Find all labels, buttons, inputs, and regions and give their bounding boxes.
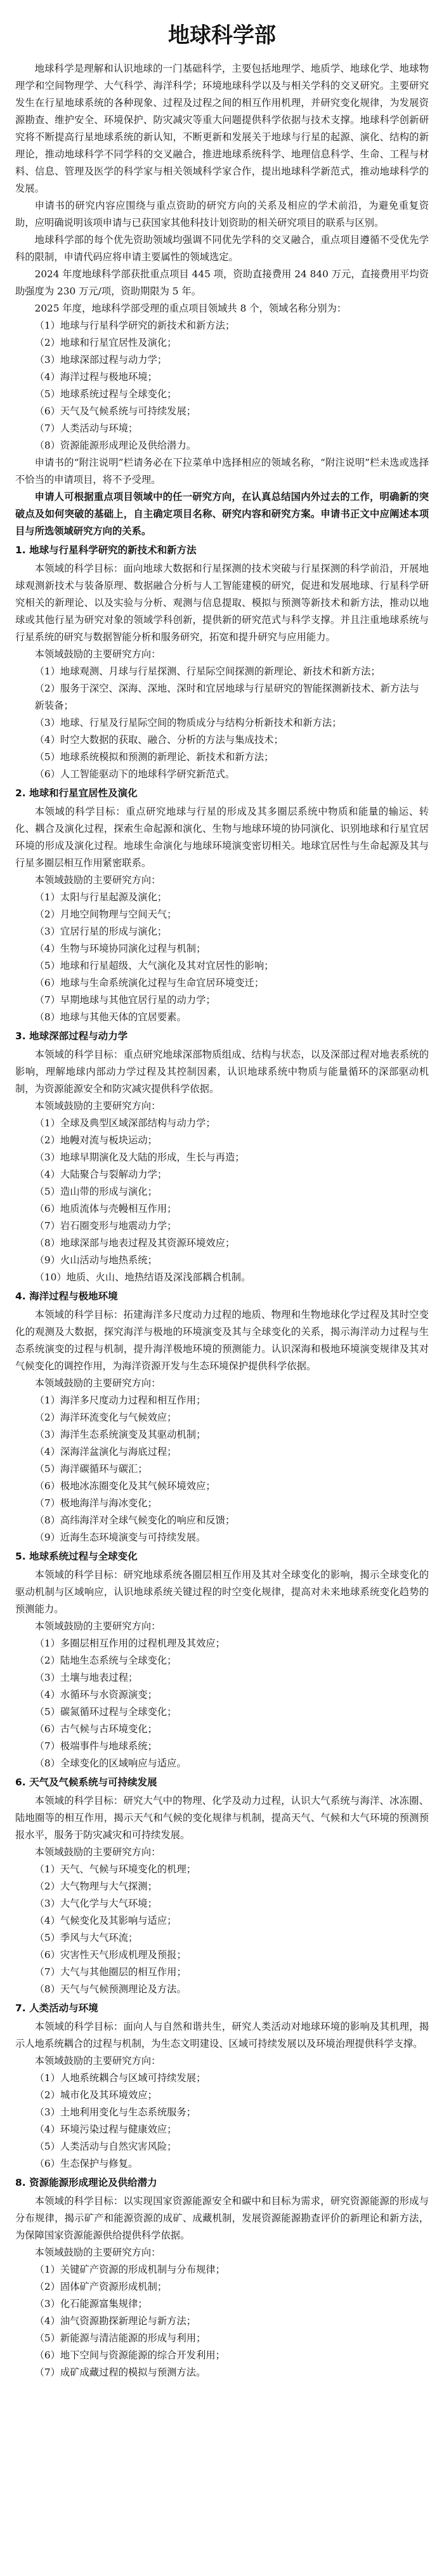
- direction-item: （4）生物与环境协同演化过程与机制；: [34, 943, 206, 954]
- direction-item: （1）海洋多尺度动力过程和相互作用；: [34, 1395, 206, 1406]
- direction-item: （4）油气资源勘探新理论与新方法；: [34, 2315, 197, 2327]
- section-paragraph: 本领域鼓励的主要研究方向：: [34, 648, 161, 660]
- direction-item: （6）古气候与古环境变化；: [34, 1723, 157, 1735]
- direction-item: （1）人地系统耦合与区域可持续发展；: [34, 2072, 206, 2084]
- direction-item: （9）近海生态环境演变与可持续发展。: [34, 1532, 206, 1543]
- section-block: [15, 541, 429, 783]
- intro2-block: [15, 454, 429, 540]
- section-paragraph: 本领域的科学目标：面向人与自然和谐共生，研究人类活动对地球环境的影响及其机理，揭示人地系统耦合的过程与机制，为生态文明建设、区域可持续发展以及环境治理提供科学支撑。: [15, 2021, 429, 2049]
- section-block: [15, 1548, 429, 1772]
- field-list: [15, 317, 429, 454]
- direction-item: （5）季风与大气环流；: [34, 1932, 138, 1943]
- direction-item: （2）陆地生态系统与全球变化；: [34, 1655, 177, 1666]
- section-heading: 6. 天气及气候系统与可持续发展: [15, 1777, 157, 1788]
- emphasis-paragraph: 申请人可根据重点项目领域中的任一研究方向，在认真总结国内外过去的工作，明确新的突破点及如何突破的基础上，自主确定项目名称、研究内容和研究方案。申请书正文中应阐述本项目与所选领域研究方向的关系。: [15, 491, 429, 537]
- field-item: （5）地球系统过程与全球变化；: [34, 388, 177, 400]
- direction-item: （6）极地冰冻圈变化及其气候环境效应；: [34, 1480, 216, 1492]
- direction-item: （8）地球与其他天体的宜居要素。: [34, 1011, 186, 1023]
- direction-item: （3）海洋生态系统演变及其驱动机制；: [34, 1429, 206, 1440]
- direction-item: （3）土地利用变化与生态系统服务；: [34, 2106, 197, 2118]
- note-paragraph: 申请书的“附注说明”栏请务必在下拉菜单中选择相应的领域名称，“附注说明”栏未选或选择不恰当的申请项目，将不予受理。: [15, 457, 429, 485]
- direction-item: （7）极端事件与地球系统；: [34, 1740, 157, 1752]
- sections-container: [15, 541, 429, 2381]
- field-item: （4）海洋过程与极地环境；: [34, 371, 157, 383]
- direction-item: （7）极地海洋与海冰变化；: [34, 1497, 157, 1509]
- section-block: [15, 2174, 429, 2381]
- direction-item: （3）大气化学与大气环境；: [34, 1898, 157, 1909]
- direction-item: （9）火山活动与地热系统；: [34, 1254, 157, 1266]
- section-paragraph: 本领域鼓励的主要研究方向：: [34, 2247, 161, 2258]
- direction-item: （2）海洋环流变化与气候效应；: [34, 1412, 177, 1423]
- direction-item: （2）地幔对流与板块运动；: [34, 1134, 157, 1146]
- direction-item: （6）生态保护与修复。: [34, 2158, 138, 2169]
- direction-item: （8）地球深部与地表过程及其资源环境效应；: [34, 1237, 235, 1249]
- section-paragraph: 本领域的科学目标：重点研究地球与行星的形成及其多圈层系统中物质和能量的输运、转化、耦合及演化过程，探索生命起源和演化、生物与地球环境的协同演化、识别地球和行星宜居环境的形成及演化过程。地球生命演化与地球环境演变密切相关。地球宜居性与生命起源及其与行星多圈层相互作用紧密联系。: [15, 806, 429, 869]
- section-heading: 2. 地球和行星宜居性及演化: [15, 787, 138, 799]
- field-item: （8）资源能源形成理论及供给潜力。: [34, 440, 197, 451]
- field-item: （1）地球与行星科学研究的新技术和新方法；: [34, 320, 235, 331]
- direction-item: （6）灾害性天气形成机理及预报；: [34, 1949, 186, 1961]
- section-paragraph: 本领域的科学目标：研究地球系统各圈层相互作用及其对全球变化的影响，揭示全球变化的驱动机制与区域响应，认识地球系统关键过程的时空变化规律，提高对未来地球系统变化趋势的预测能力。: [15, 1569, 429, 1615]
- direction-item: （4）环境污染过程与健康效应；: [34, 2124, 177, 2135]
- section-heading: 4. 海洋过程与极地环境: [15, 1291, 118, 1302]
- direction-item: （1）太阳与行星起源及演化；: [34, 891, 167, 903]
- field-item: （6）天气及气候系统与可持续发展；: [34, 405, 197, 417]
- direction-item: （3）宜居行星的形成与演化；: [34, 926, 167, 937]
- section-paragraph: 本领域的科学目标：重点研究地球深部物质组成、结构与状态，以及深部过程对地表系统的影响，理解地球内部动力学过程及其控制因素，认识地球系统中物质与能量循环的深部驱动机制，为资源能源安全和防灾减灾提供科学依据。: [15, 1049, 429, 1094]
- field-item: （2）地球和行星宜居性及演化；: [34, 337, 177, 348]
- direction-item: （3）地球、行星及行星际空间的物质成分与结构分析新技术和新方法；: [34, 717, 342, 728]
- direction-item: （2）大气物理与大气探测；: [34, 1881, 157, 1892]
- intro-paragraph: 地球科学部的每个优先资助领域均强调不同优先学科的交叉融合，重点项目遵循不受优先学科的限制，申请代码应将申请主要属性的领域选定。: [15, 234, 429, 263]
- direction-item: （4）时空大数据的获取、融合、分析的方法与集成技术；: [34, 734, 284, 746]
- direction-item: （2）月地空间物理与空间天气；: [34, 909, 177, 920]
- direction-item: （2）服务于深空、深海、深地、深时和宜居地球与行星研究的智能探测新技术、新方法与新装备；: [34, 683, 419, 711]
- direction-item: （7）成矿成藏过程的模拟与预测方法。: [34, 2367, 206, 2378]
- direction-item: （4）气候变化及其影响与适应；: [34, 1915, 177, 1926]
- direction-item: （4）水循环与水资源演变；: [34, 1689, 157, 1700]
- section-heading: 1. 地球与行星科学研究的新技术和新方法: [15, 544, 197, 556]
- section-paragraph: 本领域的科学目标：面向地球大数据和行星探测的技术突破与行星探测的科学前沿，开展地球观测新技术与装备原理、数据融合分析与人工智能建模的研究，促进和发展地球、行星科学研究相关的新理论、以及实验与分析、观测与信息提取、模拟与预测等新技术和新方法，推动以地球或其他行星为研究对象的领域学科创新，提供新的研究范式与科学支撑。并且注重地球系统与行星系统的研究与数据智能分析和服务研究，拓宽和提升研究与应用能力。: [15, 563, 429, 643]
- section-paragraph: 本领域的科学目标：研究大气中的物理、化学及动力过程，认识大气系统与海洋、冰冻圈、陆地圈等的相互作用，揭示天气和气候的变化规律与机制，提高天气、气候和大气环境的预测预报水平，服务于防灾减灾和可持续发展。: [15, 1795, 429, 1841]
- direction-item: （5）地球系统模拟和预测的新理论、新技术和新方法；: [34, 751, 274, 763]
- section-block: [15, 1999, 429, 2172]
- direction-item: （6）地球与生命系统演化过程与生命宜居环境变迁；: [34, 977, 264, 989]
- direction-item: （7）大气与其他圈层的相互作用；: [34, 1966, 186, 1978]
- direction-item: （3）地球早期演化及大陆的形成，生长与再造；: [34, 1152, 245, 1163]
- direction-item: （8）高纬海洋对全球气候变化的响应和反馈；: [34, 1515, 235, 1526]
- section-paragraph: 本领域鼓励的主要研究方向：: [34, 2055, 161, 2067]
- direction-item: （5）地球和行星超级、大气演化及其对宜居性的影响；: [34, 960, 274, 971]
- section-paragraph: 本领域鼓励的主要研究方向：: [34, 1620, 161, 1632]
- intro-paragraph: 2024 年度地球科学部获批重点项目 445 项，资助直接费用 24 840 万元，直接费用平均资助强度为 230 万元/项，资助期限为 5 年。: [15, 268, 429, 297]
- direction-item: （3）化石能源富集规律；: [34, 2298, 148, 2310]
- direction-item: （7）岩石圈变形与地震动力学；: [34, 1220, 177, 1232]
- direction-item: （1）天气、气候与环境变化的机理；: [34, 1863, 197, 1875]
- section-heading: 8. 资源能源形成理论及供给潜力: [15, 2177, 157, 2188]
- section-heading: 3. 地球深部过程与动力学: [15, 1030, 128, 1042]
- field-item: （7）人类活动与环境；: [34, 423, 138, 434]
- direction-item: （3）土壤与地表过程；: [34, 1672, 138, 1683]
- intro-block: [15, 60, 429, 317]
- direction-item: （5）造山带的形成与演化；: [34, 1186, 157, 1197]
- page-title: 地球科学部: [168, 23, 276, 48]
- section-paragraph: 本领域鼓励的主要研究方向：: [34, 1100, 161, 1112]
- direction-item: （6）人工智能驱动下的地球科学研究新范式。: [34, 768, 235, 780]
- field-item: （3）地球深部过程与动力学；: [34, 354, 167, 365]
- direction-item: （2）固体矿产资源形成机制；: [34, 2281, 167, 2292]
- intro-paragraph: 地球科学是理解和认识地球的一门基础科学，主要包括地理学、地质学、地球化学、地球物理学和空间物理学、大气科学、海洋科学；环境地球科学以及与相关学科的交叉研究。主要研究发生在行星地球系统的各种现象、过程及过程之间的相互作用机理，并研究变化规律，为发展资源勘查、维护安全、环境保护、防灾减灾等重大问题提供科学依据与技术支撑。地球科学创新研究将不断提高行星地球系统的新认知，不断更新和发展关于地球与行星的起源、演化、结构的新理论，推动地球科学不同学科的交叉融合，推进地球系统科学、地理信息科学、生命、工程与材料、信息、管理及医学的科学家与相关领域科学家合作，提出地球科学新范式，推动地球科学的发展。: [15, 63, 429, 194]
- intro-paragraph: 2025 年度，地球科学部受理的重点项目领域共 8 个，领域名称分别为：: [34, 303, 347, 314]
- direction-item: （1）关键矿产资源的形成机制与分布规律；: [34, 2264, 225, 2275]
- direction-item: （8）全球变化的区域响应与适应。: [34, 1758, 186, 1769]
- section-paragraph: 本领域鼓励的主要研究方向：: [34, 1846, 161, 1858]
- direction-item: （8）天气与气候预测理论及方法。: [34, 1983, 186, 1995]
- section-paragraph: 本领域的科学目标：拓建海洋多尺度动力过程的地质、物理和生物地球化学过程及其时空变化的观测及大数据，探究海洋与极地的环境演变及其与全球变化的关系，揭示海洋动力过程与生态系统演变的过程与机制，提升海洋极地环境的预测能力。认识深海和极地环境演变规律及其对气候变化的调控作用，为海洋资源开发与生态环境保护提供科学依据。: [15, 1309, 429, 1372]
- direction-item: （1）地球观测、月球与行星探测、行星际空间探测的新理论、新技术和新方法；: [34, 666, 381, 677]
- direction-item: （1）全球及典型区域深部结构与动力学；: [34, 1117, 216, 1129]
- section-heading: 7. 人类活动与环境: [15, 2002, 98, 2014]
- direction-item: （5）海洋碳循环与碳汇；: [34, 1463, 148, 1475]
- direction-item: （6）地质流体与壳幔相互作用；: [34, 1203, 177, 1214]
- direction-item: （5）人类活动与自然灾害风险；: [34, 2141, 177, 2152]
- direction-item: （1）多圈层相互作用的过程机理及其效应；: [34, 1638, 225, 1649]
- section-block: [15, 1773, 429, 1998]
- section-paragraph: 本领域的科学目标：以实现国家资源能源安全和碳中和目标为需求，研究资源能源的形成与分布规律，揭示矿产和能源资源的成矿、成藏机制，发展资源能源勘查评价的新理论和新方法，为保障国家资源能源供给提供科学依据。: [15, 2195, 429, 2241]
- section-paragraph: 本领域鼓励的主要研究方向：: [34, 874, 161, 886]
- section-block: [15, 1287, 429, 1546]
- direction-item: （4）深海洋盆演化与海底过程；: [34, 1446, 177, 1457]
- direction-item: （5）碳氮循环过程与全球变化；: [34, 1706, 177, 1718]
- section-heading: 5. 地球系统过程与全球变化: [15, 1551, 138, 1562]
- direction-item: （4）大陆聚合与裂解动力学；: [34, 1169, 167, 1180]
- intro-paragraph: 申请书的研究内容应围绕与重点资助的研究方向的关系及相应的学术前沿，为避免重复资助，应明确说明该项申请与已获国家其他科技计划资助的相关研究项目的联系与区别。: [15, 200, 429, 228]
- direction-item: （7）早期地球与其他宜居行星的动力学；: [34, 994, 216, 1006]
- section-block: [15, 784, 429, 1026]
- direction-item: （5）新能源与清洁能源的形成与利用；: [34, 2332, 206, 2344]
- direction-item: （2）城市化及其环境效应；: [34, 2089, 157, 2101]
- direction-item: （6）地下空间与资源能源的综合开发利用；: [34, 2349, 225, 2361]
- section-block: [15, 1027, 429, 1286]
- direction-item: （10）地质、火山、地热结语及深浅部耦合机制。: [34, 1272, 251, 1283]
- section-paragraph: 本领域鼓励的主要研究方向：: [34, 1377, 161, 1389]
